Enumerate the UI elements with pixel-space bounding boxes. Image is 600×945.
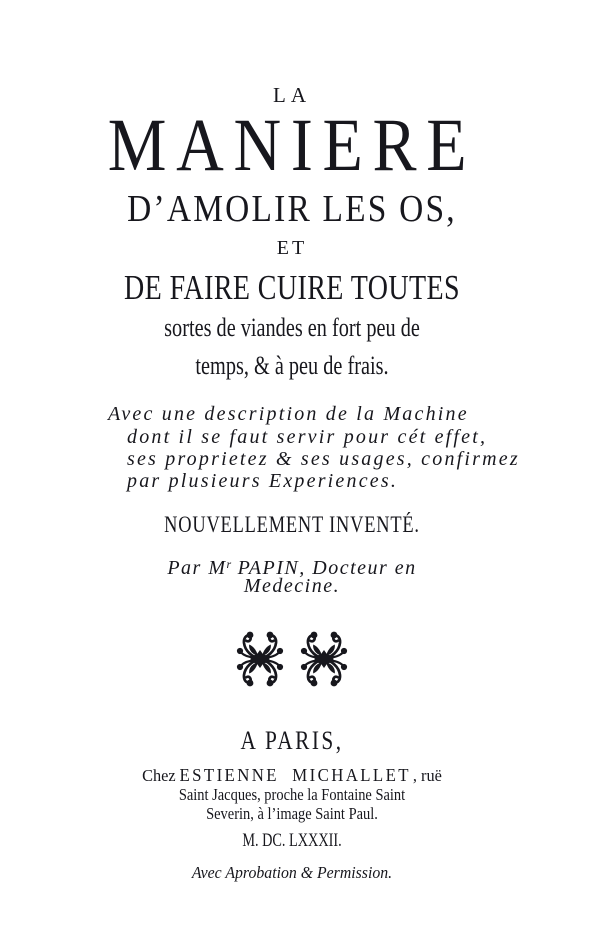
description-line-4: par plusieurs Experiences. <box>127 470 399 492</box>
imprint-year: M. DC. LXXXII. <box>242 830 342 851</box>
title-article: LA <box>273 83 311 107</box>
description-line-2: dont il se faut servir pour cét effet, <box>127 426 488 448</box>
title-line-cuire: DE FAIRE CUIRE TOUTES <box>124 268 460 307</box>
title-conjunction: ET <box>276 237 308 259</box>
author-line-2: Medecine. <box>243 575 341 597</box>
novelty-statement: NOUVELLEMENT INVENTÉ. <box>164 512 420 537</box>
title-line-amolir: D’AMOLIR LES OS, <box>127 188 457 230</box>
author-superscript: r <box>226 557 232 571</box>
description-line-3: ses proprietez & ses usages, confirmez <box>127 448 520 470</box>
title-line-temps: temps, & à peu de frais. <box>195 351 389 380</box>
author-prefix: Par M <box>167 557 227 579</box>
title-main: MANIERE <box>107 104 477 187</box>
imprint-address-line-3: Severin, à l’image Saint Paul. <box>206 804 378 823</box>
imprint-address-line-2: Saint Jacques, proche la Fontaine Saint <box>178 785 406 804</box>
publisher-name: ESTIENNE MICHALLET <box>179 765 411 785</box>
author-rest: PAPIN, Docteur en <box>231 557 417 579</box>
imprint-city: A PARIS, <box>240 726 344 755</box>
imprint-chez: Chez <box>142 766 176 785</box>
publisher-suffix: , ruë <box>412 766 442 785</box>
title-line-sortes: sortes de viandes en fort peu de <box>164 313 420 342</box>
ornament-row <box>0 624 584 694</box>
description-line-1: Avec une description de la Machine <box>108 403 469 425</box>
fleuron-ornament-icon <box>228 624 356 694</box>
approbation-notice: Avec Aprobation & Permission. <box>191 863 393 882</box>
